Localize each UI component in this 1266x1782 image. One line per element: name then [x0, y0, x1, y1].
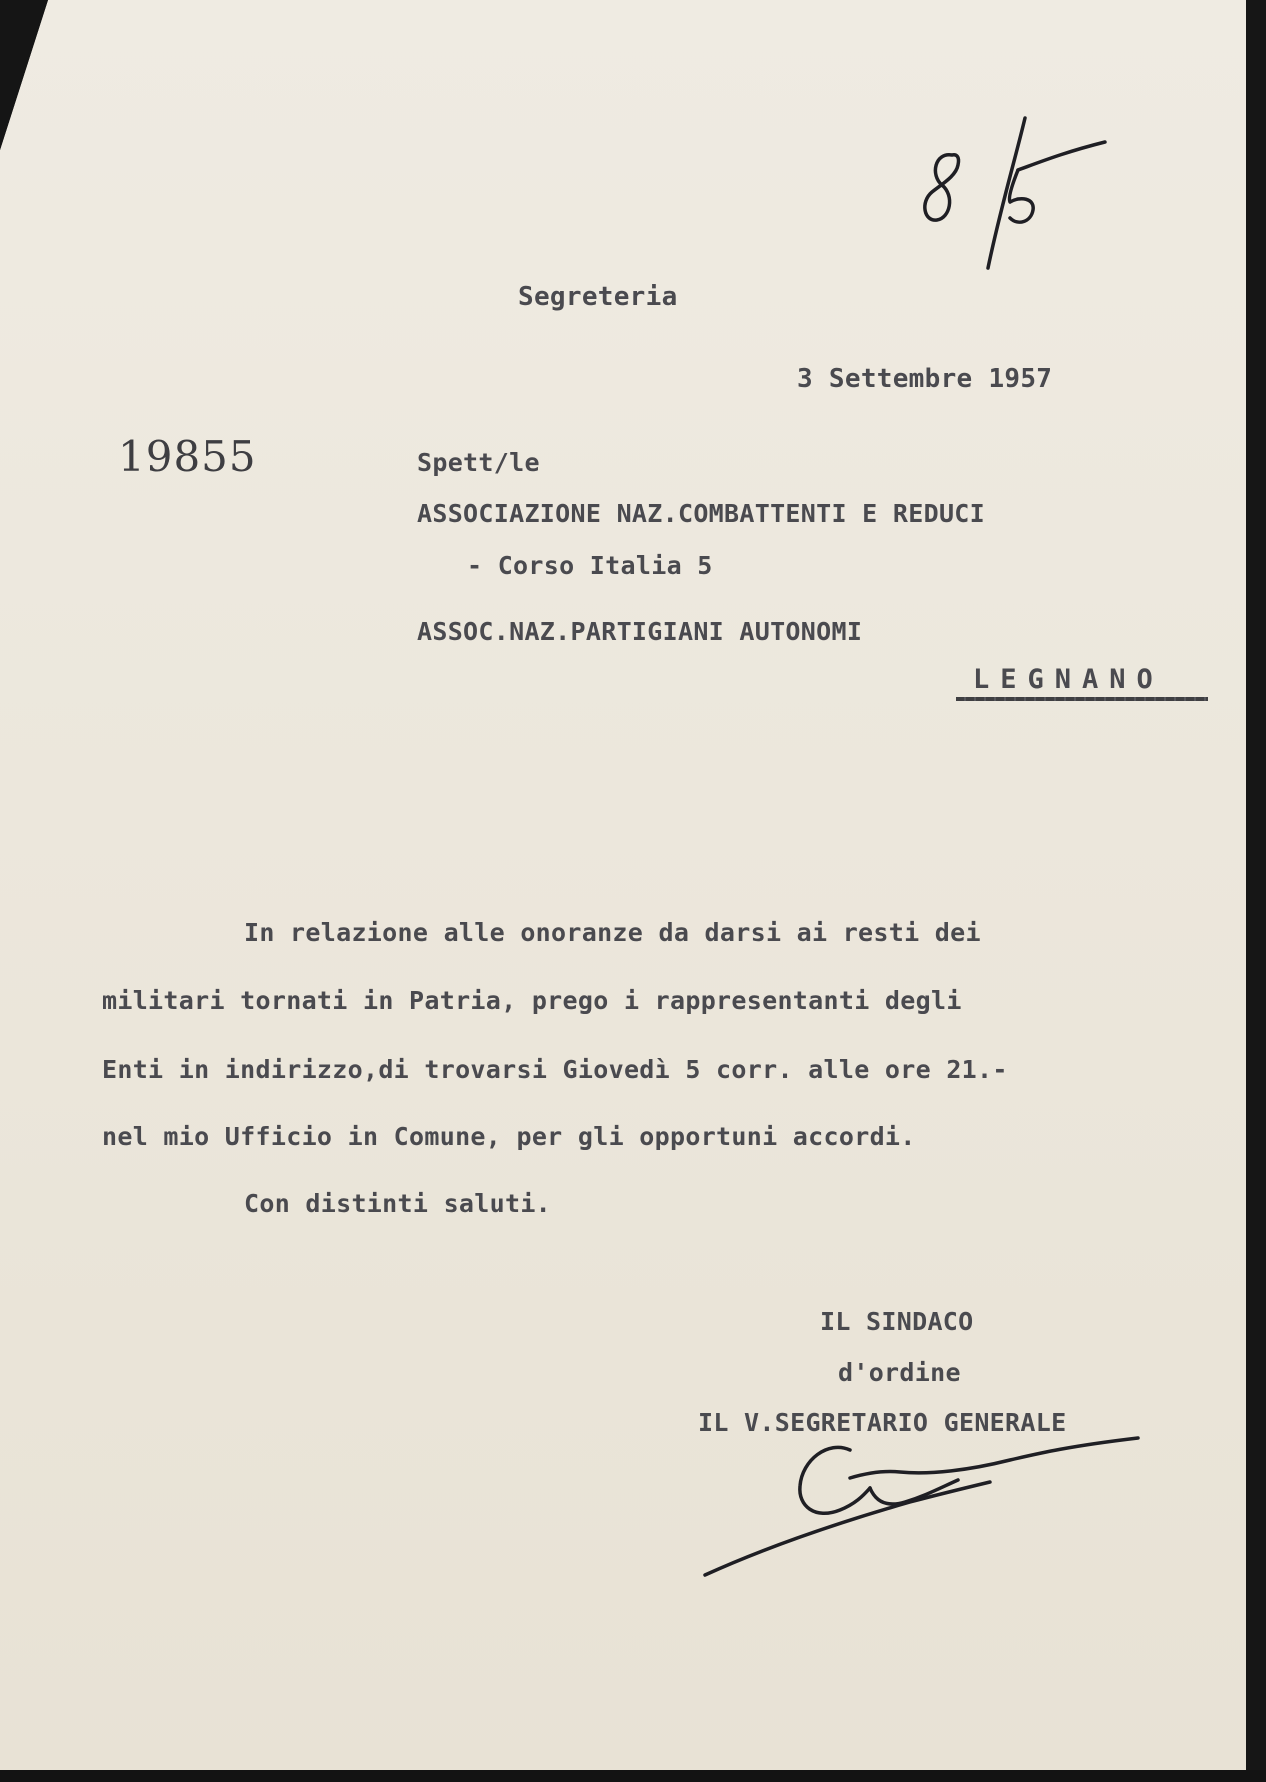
right-dark-edge	[1246, 0, 1266, 1782]
addressee-line-2: - Corso Italia 5	[467, 551, 713, 580]
addressee-city: LEGNANO	[973, 664, 1164, 695]
body-line-3: Enti in indirizzo,di trovarsi Giovedì 5 corr. alle ore 21.-	[102, 1055, 1008, 1084]
handwritten-signature	[700, 1430, 1150, 1590]
body-line-4: nel mio Ufficio in Comune, per gli opportuni accordi.	[102, 1122, 916, 1151]
body-line-1: In relazione alle onoranze da darsi ai resti dei	[244, 918, 981, 947]
addressee-line-1: ASSOCIAZIONE NAZ.COMBATTENTI E REDUCI	[417, 499, 985, 528]
body-line-2: militari tornati in Patria, prego i rappresentanti degli	[102, 986, 962, 1015]
letter-date: 3 Settembre 1957	[797, 364, 1053, 394]
office-heading: Segreteria	[518, 282, 678, 312]
bottom-dark-edge	[0, 1770, 1266, 1782]
closing-greeting: Con distinti saluti.	[244, 1189, 552, 1218]
protocol-number: 19855	[118, 432, 257, 481]
addressee-salutation: Spett/le	[417, 448, 540, 477]
city-underline	[956, 697, 1208, 701]
signature-by-order: d'ordine	[838, 1358, 961, 1387]
handwritten-mark-8-5	[900, 110, 1130, 280]
signature-title-mayor: IL SINDACO	[820, 1307, 974, 1336]
addressee-line-3: ASSOC.NAZ.PARTIGIANI AUTONOMI	[417, 617, 863, 646]
signature-title-deputy-secretary: IL V.SEGRETARIO GENERALE	[698, 1408, 1067, 1437]
